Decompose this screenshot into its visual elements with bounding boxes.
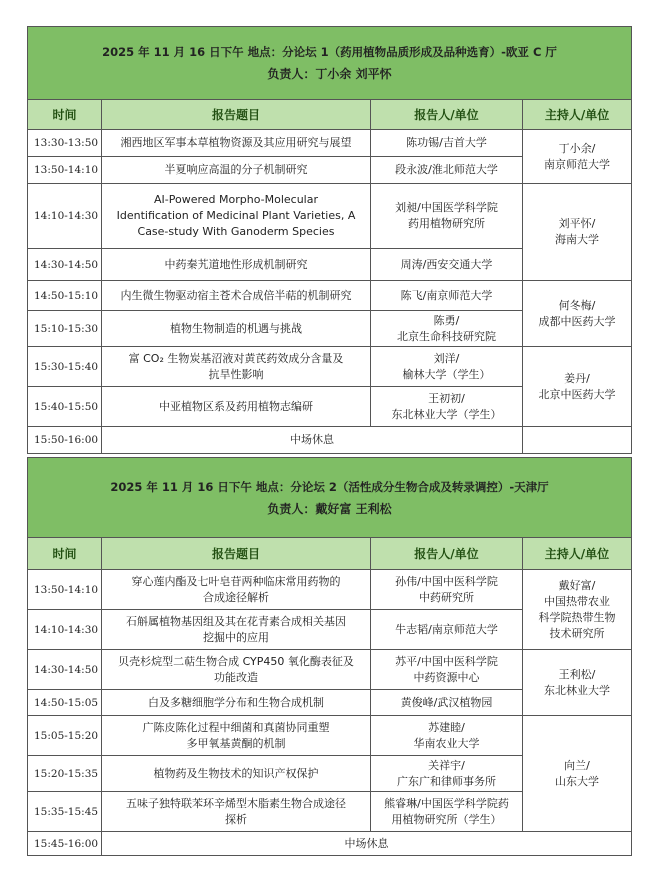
time-cell: 15:40-15:50 — [28, 387, 102, 427]
column-header-topic: 报告题目 — [102, 538, 371, 570]
time-cell: 14:10-14:30 — [28, 184, 102, 249]
topic-cell: 穿心莲内酯及七叶皂苷两种临床常用药物的 合成途径解析 — [102, 570, 371, 610]
topic-cell: 内生微生物驱动宿主苍术合成倍半萜的机制研究 — [102, 281, 371, 311]
session-1-header — [28, 27, 632, 100]
time-cell: 14:50-15:05 — [28, 690, 102, 716]
session-2-leader: 负责人：戴好富 王利松 — [267, 501, 392, 516]
time-cell: 13:30-13:50 — [28, 130, 102, 157]
topic-cell: 富 CO₂ 生物炭基沼液对黄芪药效成分含量及 抗旱性影响 — [102, 347, 371, 387]
topic-cell: 植物生物制造的机遇与挑战 — [102, 311, 371, 347]
session-1-table — [27, 26, 632, 454]
break-row — [28, 832, 632, 856]
session-2-title: 2025 年 11 月 16 日下午 地点：分论坛 2（活性成分生物合成及转录调控）-天津厅 — [110, 479, 549, 494]
speaker-cell: 王初初/ 东北林业大学（学生） — [371, 387, 523, 427]
table-row — [28, 281, 632, 311]
time-cell: 15:10-15:30 — [28, 311, 102, 347]
host-cell: 何冬梅/ 成都中医药大学 — [523, 281, 632, 347]
table-row — [28, 716, 632, 756]
speaker-cell: 苏平/中国中医科学院 中药资源中心 — [371, 650, 523, 690]
topic-cell: 五味子独特联苯环辛烯型木脂素生物合成途径 探析 — [102, 792, 371, 832]
host-cell: 姜丹/ 北京中医药大学 — [523, 347, 632, 427]
host-cell: 刘平怀/ 海南大学 — [523, 184, 632, 281]
speaker-cell: 孙伟/中国中医科学院 中药研究所 — [371, 570, 523, 610]
time-cell: 15:45-16:00 — [28, 832, 102, 856]
time-cell: 13:50-14:10 — [28, 570, 102, 610]
session-1-leader: 负责人：丁小余 刘平怀 — [267, 67, 392, 81]
time-cell: 15:50-16:00 — [28, 427, 102, 454]
topic-cell: AI-Powered Morpho-Molecular Identification of Medicinal Plant Varieties, A Case-study With Ganoderm Species — [102, 184, 371, 249]
break-row — [28, 427, 632, 454]
topic-cell: 半夏响应高温的分子机制研究 — [102, 157, 371, 184]
table-row — [28, 650, 632, 690]
host-cell: 向兰/ 山东大学 — [523, 716, 632, 832]
speaker-cell: 陈功锡/吉首大学 — [371, 130, 523, 157]
host-cell: 戴好富/ 中国热带农业 科学院热带生物 技术研究所 — [523, 570, 632, 650]
topic-cell: 石斛属植物基因组及其在花青素合成相关基因 挖掘中的应用 — [102, 610, 371, 650]
speaker-cell: 熊睿琳/中国医学科学院药 用植物研究所（学生） — [371, 792, 523, 832]
time-cell: 14:10-14:30 — [28, 610, 102, 650]
speaker-cell: 关祥宇/ 广东广和律师事务所 — [371, 756, 523, 792]
time-cell: 15:05-15:20 — [28, 716, 102, 756]
table-row — [28, 347, 632, 387]
speaker-cell: 牛志韬/南京师范大学 — [371, 610, 523, 650]
topic-cell: 中亚植物区系及药用植物志编研 — [102, 387, 371, 427]
topic-cell: 植物药及生物技术的知识产权保护 — [102, 756, 371, 792]
time-cell: 15:30-15:40 — [28, 347, 102, 387]
column-header-time: 时间 — [28, 100, 102, 130]
speaker-cell: 陈飞/南京师范大学 — [371, 281, 523, 311]
topic-cell: 湘西地区军事本草植物资源及其应用研究与展望 — [102, 130, 371, 157]
session-2-header — [28, 458, 632, 538]
time-cell: 15:20-15:35 — [28, 756, 102, 792]
topic-cell: 中药秦艽道地性形成机制研究 — [102, 249, 371, 281]
table-row — [28, 570, 632, 610]
time-cell: 14:30-14:50 — [28, 650, 102, 690]
session-2-table — [27, 457, 632, 856]
host-cell: 王利松/ 东北林业大学 — [523, 650, 632, 716]
session-1-title: 2025 年 11 月 16 日下午 地点：分论坛 1（药用植物品质形成及品种选育）-欧亚 C 厅 — [102, 45, 557, 59]
time-cell: 13:50-14:10 — [28, 157, 102, 184]
speaker-cell: 黄俊峰/武汉植物园 — [371, 690, 523, 716]
table-row — [28, 184, 632, 249]
topic-cell: 贝壳杉烷型二萜生物合成 CYP450 氧化酶表征及 功能改造 — [102, 650, 371, 690]
time-cell: 14:30-14:50 — [28, 249, 102, 281]
topic-cell: 广陈皮陈化过程中细菌和真菌协同重塑 多甲氧基黄酮的机制 — [102, 716, 371, 756]
speaker-cell: 苏建睦/ 华南农业大学 — [371, 716, 523, 756]
column-header-topic: 报告题目 — [102, 100, 371, 130]
column-header-host: 主持人/单位 — [523, 100, 632, 130]
column-header-speaker: 报告人/单位 — [371, 538, 523, 570]
speaker-cell: 周涛/西安交通大学 — [371, 249, 523, 281]
topic-cell: 白及多糖细胞学分布和生物合成机制 — [102, 690, 371, 716]
time-cell: 14:50-15:10 — [28, 281, 102, 311]
table-row — [28, 130, 632, 157]
speaker-cell: 段永波/淮北师范大学 — [371, 157, 523, 184]
speaker-cell: 刘洋/ 榆林大学（学生） — [371, 347, 523, 387]
host-cell: 丁小余/ 南京师范大学 — [523, 130, 632, 184]
column-header-speaker: 报告人/单位 — [371, 100, 523, 130]
break-label: 中场休息 — [102, 832, 632, 856]
column-header-time: 时间 — [28, 538, 102, 570]
break-label: 中场休息 — [102, 427, 523, 454]
column-header-host: 主持人/单位 — [523, 538, 632, 570]
speaker-cell: 陈勇/ 北京生命科技研究院 — [371, 311, 523, 347]
speaker-cell: 刘昶/中国医学科学院 药用植物研究所 — [371, 184, 523, 249]
time-cell: 15:35-15:45 — [28, 792, 102, 832]
